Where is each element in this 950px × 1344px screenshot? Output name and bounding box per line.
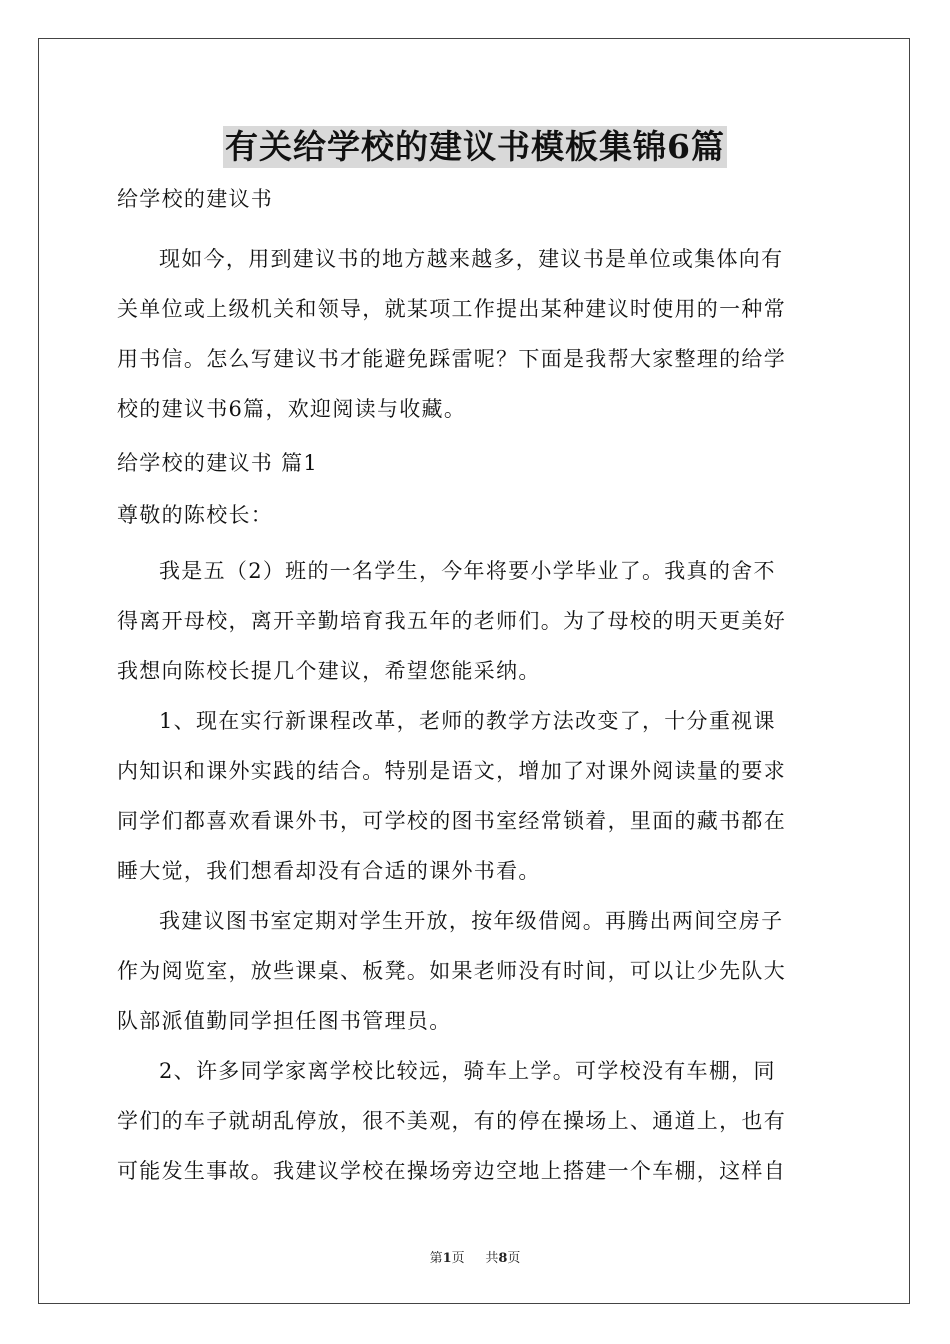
p1-line: 我想向陈校长提几个建议，希望您能采纳。 — [117, 659, 541, 683]
section-heading: 给学校的建议书 篇1 — [117, 451, 319, 475]
total-suffix: 页 — [507, 1251, 521, 1266]
p2-line: 内知识和课外实践的结合。特别是语文，增加了对课外阅读量的要求 — [117, 759, 786, 783]
paragraph-3 — [117, 896, 833, 1046]
p2-line: 1、现在实行新课程改革，老师的教学方法改变了，十分重视课 — [159, 709, 776, 733]
intro-line: 现如今，用到建议书的地方越来越多，建议书是单位或集体向有 — [159, 247, 784, 271]
subtitle: 给学校的建议书 — [117, 187, 274, 211]
page-footer — [0, 1247, 950, 1266]
p1-line: 得离开母校，离开辛勤培育我五年的老师们。为了母校的明天更美好 — [117, 609, 786, 633]
document-body — [117, 180, 833, 1196]
p3-line: 我建议图书室定期对学生开放，按年级借阅。再腾出两间空房子 — [159, 909, 784, 933]
intro-line: 用书信。怎么写建议书才能避免踩雷呢？下面是我帮大家整理的给学 — [117, 347, 786, 371]
document-title: 有关给学校的建议书模板集锦6篇 — [225, 127, 725, 166]
p4-line: 2、许多同学家离学校比较远，骑车上学。可学校没有车棚，同 — [159, 1059, 776, 1083]
paragraph-4 — [117, 1046, 833, 1196]
salutation: 尊敬的陈校长： — [117, 503, 274, 527]
total-prefix: 共 — [485, 1251, 499, 1266]
intro-line: 关单位或上级机关和领导，就某项工作提出某种建议时使用的一种常 — [117, 297, 786, 321]
total-pages: 8 — [498, 1251, 508, 1266]
p3-line: 作为阅览室，放些课桌、板凳。如果老师没有时间，可以让少先队大 — [117, 959, 786, 983]
p2-line: 睡大觉，我们想看却没有合适的课外书看。 — [117, 859, 541, 883]
page-number: 1 — [442, 1251, 452, 1266]
p2-line: 同学们都喜欢看课外书，可学校的图书室经常锁着，里面的藏书都在 — [117, 809, 786, 833]
paragraph-2 — [117, 696, 833, 896]
page-label-prefix: 第 — [429, 1251, 443, 1266]
intro-paragraph — [117, 234, 833, 434]
p4-line: 学们的车子就胡乱停放，很不美观，有的停在操场上、通道上，也有 — [117, 1109, 786, 1133]
page-label-suffix: 页 — [451, 1251, 465, 1266]
intro-line: 校的建议书6篇，欢迎阅读与收藏。 — [117, 397, 467, 421]
paragraph-1 — [117, 546, 833, 696]
p1-line: 我是五（2）班的一名学生，今年将要小学毕业了。我真的舍不 — [159, 559, 776, 583]
p4-line: 可能发生事故。我建议学校在操场旁边空地上搭建一个车棚，这样自 — [117, 1159, 786, 1183]
title-container — [0, 126, 950, 168]
p3-line: 队部派值勤同学担任图书管理员。 — [117, 1009, 452, 1033]
